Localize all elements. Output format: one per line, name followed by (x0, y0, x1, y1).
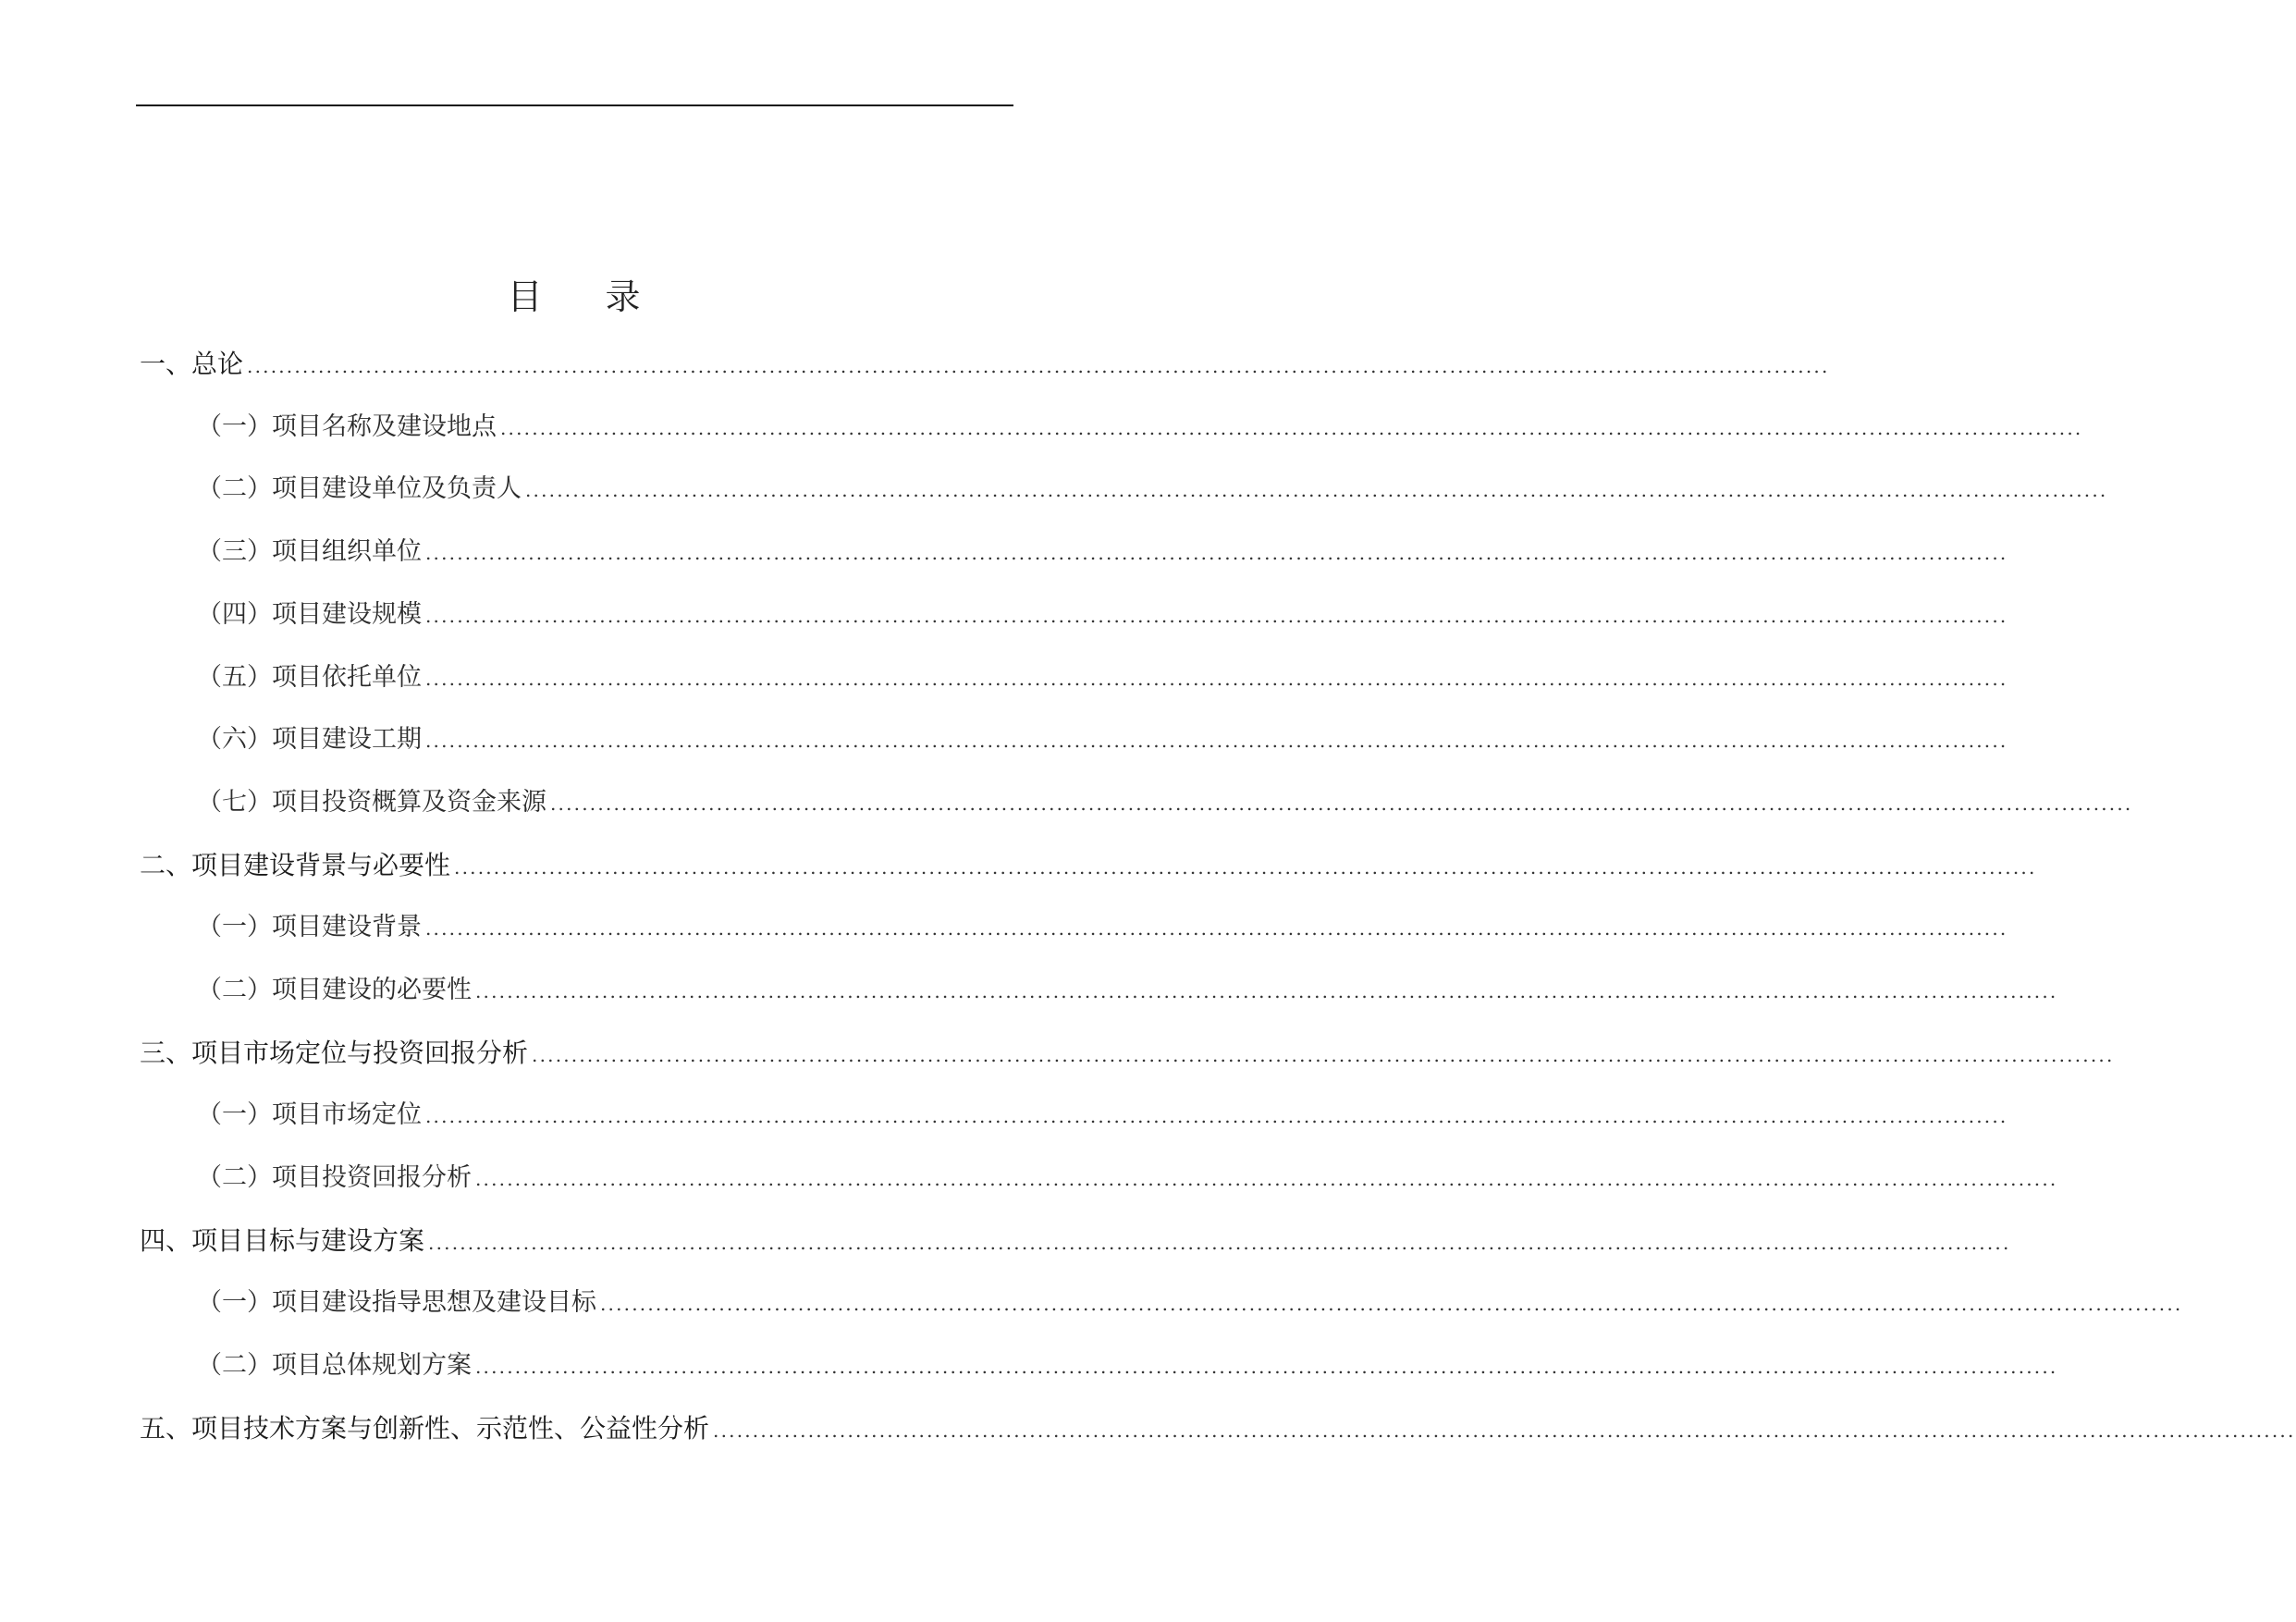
toc-leader-dots: ........................................................................................................................................................................................................ (500, 417, 2083, 439)
toc-leader-dots: ........................................................................................................................................................................................................ (525, 479, 2108, 501)
toc-entry[interactable] (197, 1346, 2058, 1386)
toc-entry[interactable] (140, 845, 2037, 886)
toc-entry-text: （七）项目投资概算及资金来源 (197, 788, 546, 817)
toc-entry[interactable] (197, 1095, 2008, 1136)
toc-entry-text: （二）项目建设单位及负责人 (197, 474, 522, 503)
toc-entry[interactable] (197, 595, 2008, 635)
toc-entry[interactable] (197, 469, 2108, 510)
toc-entry[interactable] (197, 907, 2008, 948)
toc-entry[interactable] (140, 344, 1830, 385)
toc-entry[interactable] (197, 657, 2008, 698)
toc-entry-text: 五、项目技术方案与创新性、示范性、公益性分析 (140, 1413, 710, 1444)
toc-leader-dots: ........................................................................................................................................................................................................ (425, 605, 2008, 627)
toc-leader-dots: ........................................................................................................................................................................................................ (550, 793, 2133, 815)
toc-entry[interactable] (140, 1221, 2011, 1261)
toc-entry[interactable] (197, 1283, 2183, 1323)
toc-leader-dots: ........................................................................................................................................................................................................ (425, 730, 2008, 752)
toc-leader-dots: ........................................................................................................................................................................................................ (475, 1356, 2058, 1378)
toc-entry-text: （一）项目建设指导思想及建设目标 (197, 1288, 596, 1317)
toc-leader-dots: ........................................................................................................................................................................................................ (532, 1044, 2115, 1066)
toc-leader-dots: ........................................................................................................................................................................................................ (454, 856, 2037, 879)
toc-entry-text: （二）项目总体规划方案 (197, 1351, 472, 1380)
toc-entry-text: （一）项目市场定位 (197, 1100, 422, 1129)
toc-entry-text: 一、总论 (140, 349, 244, 379)
toc-entry[interactable] (197, 970, 2058, 1011)
toc-entry-text: （三）项目组织单位 (197, 537, 422, 566)
toc-entry[interactable] (140, 1033, 2115, 1074)
toc-leader-dots: ........................................................................................................................................................................................................ (475, 980, 2058, 1002)
toc-leader-dots: ........................................................................................................................................................................................................ (425, 1105, 2008, 1127)
toc-leader-dots: ........................................................................................................................................................................................................ (425, 542, 2008, 564)
toc-title: 目 录 (507, 276, 667, 317)
toc-leader-dots: ........................................................................................................................................................................................................ (425, 917, 2008, 940)
toc-leader-dots: ........................................................................................................................................................................................................ (428, 1232, 2011, 1254)
toc-entry-text: （六）项目建设工期 (197, 725, 422, 754)
toc-leader-dots: ........................................................................................................................................................................................................ (713, 1419, 2296, 1442)
toc-entry-text: （四）项目建设规模 (197, 600, 422, 629)
toc-entry-text: （一）项目名称及建设地点 (197, 412, 497, 441)
toc-entry-text: （五）项目依托单位 (197, 663, 422, 692)
toc-entry-text: 二、项目建设背景与必要性 (140, 850, 451, 880)
toc-leader-dots: ........................................................................................................................................................................................................ (425, 668, 2008, 690)
toc-entry-text: （二）项目投资回报分析 (197, 1163, 472, 1192)
toc-entry-text: （一）项目建设背景 (197, 913, 422, 941)
toc-entry[interactable] (197, 532, 2008, 572)
toc-entry[interactable] (197, 719, 2008, 760)
toc-entry-text: 四、项目目标与建设方案 (140, 1225, 425, 1256)
toc-entry[interactable] (140, 1408, 2296, 1449)
toc-entry[interactable] (197, 782, 2133, 823)
toc-entry-text: 三、项目市场定位与投资回报分析 (140, 1038, 529, 1068)
toc-entry-text: （二）项目建设的必要性 (197, 976, 472, 1004)
toc-leader-dots: ........................................................................................................................................................................................................ (247, 355, 1830, 377)
toc-leader-dots: ........................................................................................................................................................................................................ (600, 1293, 2183, 1315)
toc-entry[interactable] (197, 407, 2083, 448)
toc-leader-dots: ........................................................................................................................................................................................................ (475, 1168, 2058, 1190)
toc-entry[interactable] (197, 1158, 2058, 1198)
